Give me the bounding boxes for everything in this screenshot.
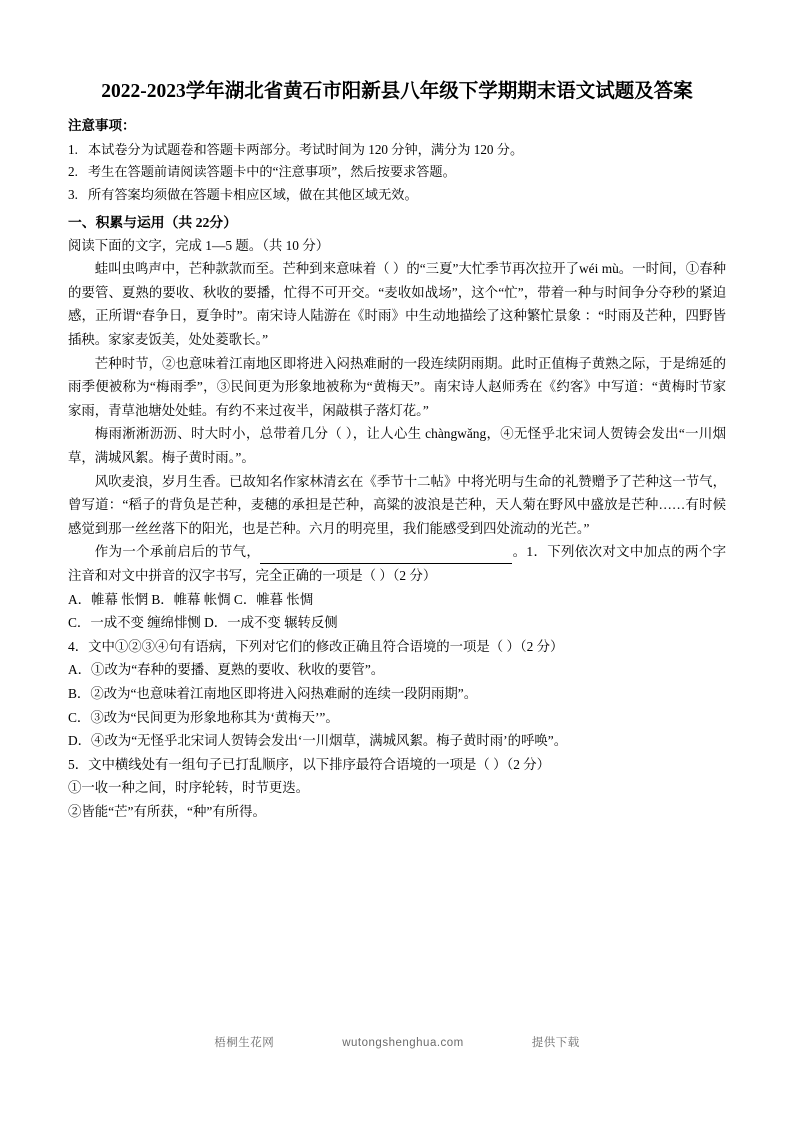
question-5-item-1: ①一收一种之间，时序轮转，时节更迭。 xyxy=(68,780,310,796)
passage-paragraph-5-with-blank xyxy=(68,540,726,587)
question-4-option-c: C．③改为“民间更为形象地称其为‘黄梅天’”。 xyxy=(68,709,339,725)
notice-number-3: 3. xyxy=(68,186,78,202)
fill-in-blank xyxy=(260,550,512,564)
notice-number-2: 2. xyxy=(68,164,78,180)
passage-paragraph-2: 芒种时节，②也意味着江南地区即将进入闷热难耐的一段连续阴雨期。此时正值梅子黄熟之际，于是绵延的雨季便被称为“梅雨季”，③民间更为形象地被称为“黄梅天”。南宋诗人赵师秀在《约客》中写道：“黄梅时节家家雨，青草池塘处处蛙。有约不来过夜半，闲敲棋子落灯花。” xyxy=(68,355,726,418)
notice-item-1 xyxy=(68,139,726,162)
notice-label: 注意事项： xyxy=(68,118,136,134)
passage-paragraph-1: 蛙叫虫鸣声中，芒种款款而至。芒种到来意味着（ ）的“三夏”大忙季节再次拉开了wéi mù。一时间，①春种的要管、夏熟的要收、秋收的要播，忙得不可开交。“麦收如战场”，这个“忙”，带着一种与时间争分夺秒的紧迫感，正所谓“春争日，夏争时”。南宋诗人陆游在《时雨》中生动地描绘了这种繁忙景象 ：“时雨及芒种，四野皆插秧。家家麦饭美，处处菱歌长。” xyxy=(68,261,726,348)
question-4-option-a: A．①改为“春种的要播、夏熟的要收、秋收的要管”。 xyxy=(68,662,385,678)
footer-download-text: 提供下载 xyxy=(531,1037,580,1049)
final-paragraph-tail: 。 xyxy=(512,544,527,560)
footer-site-name: 梧桐生花网 xyxy=(214,1037,275,1049)
passage-paragraph-4: 风吹麦浪，岁月生香。已故知名作家林清玄在《季节十二帖》中将光明与生命的礼赞赠予了芒种这一节气，曾写道：“稻子的背负是芒种，麦穗的承担是芒种，高粱的波浪是芒种，天人菊在野风中盛放是芒种……有时候感觉到那一丝丝落下的阳光，也是芒种。六月的明亮里，我们能感受到四处流动的光芒。” xyxy=(68,473,726,536)
question-1-stem: 1．下列依次对文中加点的两个字注音和对文中拼音的汉字书写，完全正确的一项是（ ）（2 分） xyxy=(68,544,727,583)
question-1-options-line-2: C．一成不变 缠绵悱恻 D．一成不变 辗转反侧 xyxy=(68,615,338,631)
notice-text-1: 本试卷分为试题卷和答题卡两部分。考试时间为 120 分钟，满分为 120 分。 xyxy=(88,141,524,157)
part-one-heading: 一、积累与运用（共 22分） xyxy=(68,214,238,230)
notice-text-3: 所有答案均须做在答题卡相应区域，做在其他区域无效。 xyxy=(88,186,418,202)
question-4-option-d: D．④改为“无怪乎北宋词人贺铸会发出‘一川烟草，满城风絮。梅子黄时雨’的呼唤”。 xyxy=(68,733,568,749)
question-1-options-line-1: A．帷幕 怅惘 B．帷幕 帐惆 C．帷暮 怅惆 xyxy=(68,591,314,607)
notice-number-1: 1. xyxy=(68,141,78,157)
notice-item-2 xyxy=(68,161,726,184)
page-footer xyxy=(0,1034,794,1050)
question-5-item-2: ②皆能“芒”有所获，“种”有所得。 xyxy=(68,803,266,819)
final-paragraph-lead: 作为一个承前启后的节气， xyxy=(94,544,261,560)
question-5-stem: 5．文中横线处有一组句子已打乱顺序，以下排序最符合语境的一项是（ ）（2 分） xyxy=(68,756,551,772)
footer-site-url: wutongshenghua.com xyxy=(342,1037,464,1049)
question-4-stem: 4．文中①②③④句有语病，下列对它们的修改正确且符合语境的一项是（ ）（2 分） xyxy=(68,638,564,654)
question-4-option-b: B．②改为“也意味着江南地区即将进入闷热难耐的连续一段阴雨期”。 xyxy=(68,685,478,701)
passage-paragraph-3: 梅雨淅淅沥沥、时大时小，总带着几分（ ），让人心生 chàngwǎng，④无怪乎北宋词人贺铸会发出“一川烟草，满城风絮。梅子黄时雨。”。 xyxy=(68,426,726,466)
page-title: 2022-2023学年湖北省黄石市阳新县八年级下学期期末语文试题及答案 xyxy=(101,81,693,102)
notice-item-3 xyxy=(68,184,726,207)
notice-text-2: 考生在答题前请阅读答题卡中的“注意事项”，然后按要求答题。 xyxy=(88,164,456,180)
reading-instruction: 阅读下面的文字，完成 1—5 题。（共 10 分） xyxy=(68,237,330,253)
